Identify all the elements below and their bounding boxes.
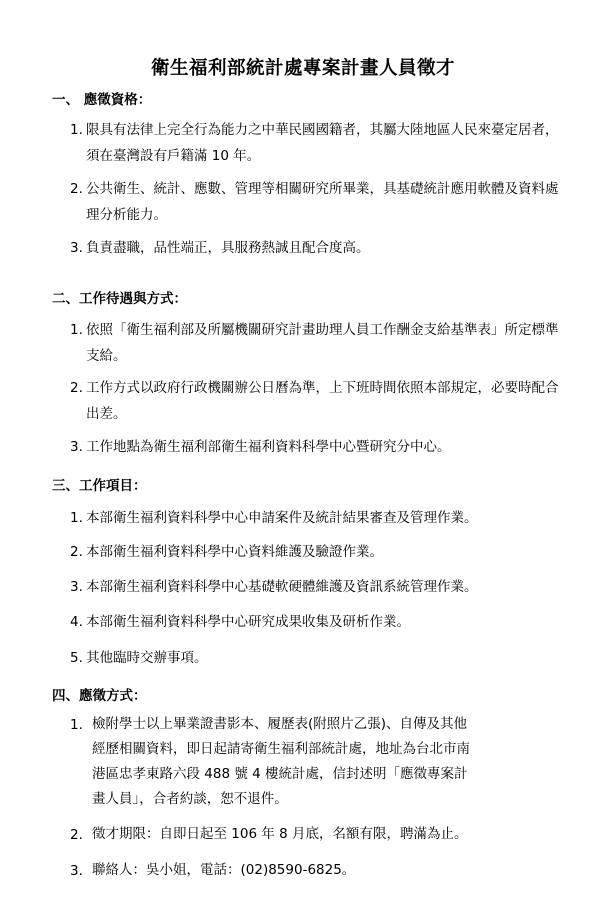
- item-text: 徵才期限：自即日起至 106 年 8 月底，名額有限，聘滿為止。: [92, 826, 468, 842]
- item-number: 1.: [70, 122, 83, 138]
- item-number: 1.: [70, 717, 83, 733]
- item-number: 2.: [70, 181, 83, 197]
- section-heading: 一、 應徵資格：: [52, 92, 152, 108]
- item-number: 5.: [70, 650, 83, 666]
- item-text: 其他臨時交辦事項。: [86, 650, 208, 666]
- item-number: 2.: [70, 827, 83, 843]
- section-heading: 三、工作項目：: [52, 478, 147, 494]
- item-number: 3.: [70, 863, 83, 879]
- item-text: 本部衛生福利資料科學中心基礎軟硬體維護及資訊系統管理作業。: [86, 579, 478, 595]
- section-heading: 二、工作待遇與方式：: [52, 291, 187, 307]
- item-number: 3.: [70, 240, 83, 256]
- item-text: 本部衛生福利資料科學中心資料維護及驗證作業。: [86, 544, 383, 560]
- item-number: 4.: [70, 614, 83, 630]
- item-text: 依照「衛生福利部及所屬機關研究計畫助理人員工作酬金支給基準表」所定標準支給。: [86, 322, 559, 364]
- item-text: 工作方式以政府行政機關辦公日曆為準，上下班時間依照本部規定，必要時配合出差。: [86, 380, 559, 422]
- item-number: 1.: [70, 322, 83, 338]
- item-text: 檢附學士以上畢業證書影本、履歷表(附照片乙張)、自傳及其他經歷相關資料，即日起請寄衛生福利部統計處，地址為台北市南港區忠孝東路六段 488 號 4 樓統計處，信封述明「應徵專案計畫人員」，合者約談，恕不退件。: [92, 716, 470, 807]
- item-number: 3.: [70, 439, 83, 455]
- item-text: 公共衛生、統計、應數、管理等相關研究所畢業，具基礎統計應用軟體及資料處理分析能力。: [86, 181, 559, 223]
- item-number: 2.: [70, 380, 83, 396]
- item-text: 聯絡人：吳小姐，電話：(02)8590-6825。: [92, 862, 356, 878]
- item-number: 2.: [70, 544, 83, 560]
- item-text: 負責盡職，品性端正，具服務熱誠且配合度高。: [86, 240, 370, 256]
- item-number: 3.: [70, 579, 83, 595]
- item-text: 限具有法律上完全行為能力之中華民國國籍者，其屬大陸地區人民來臺定居者，須在臺灣設有戶籍滿 10 年。: [86, 122, 559, 164]
- section-heading: 四、應徵方式：: [52, 688, 147, 704]
- item-number: 1.: [70, 510, 83, 526]
- item-text: 本部衛生福利資料科學中心申請案件及統計結果審查及管理作業。: [86, 510, 478, 526]
- item-text: 本部衛生福利資料科學中心研究成果收集及研析作業。: [86, 614, 410, 630]
- page-title: 衛生福利部統計處專案計畫人員徵才: [150, 58, 455, 79]
- item-text: 工作地點為衛生福利部衛生福利資料科學中心暨研究分中心。: [86, 439, 451, 455]
